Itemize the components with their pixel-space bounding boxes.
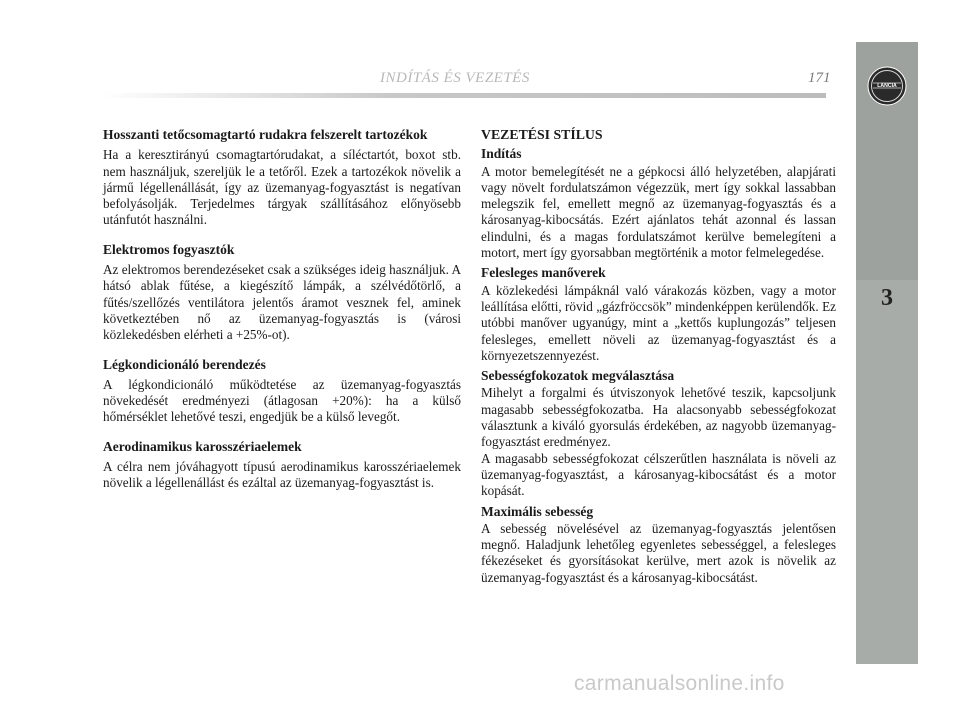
section-aerodynamic-elements: [103, 439, 461, 492]
section-text: Ha a keresztirányú csomagtartórudakat, a síléctartót, boxot stb. nem használjuk, szereljük le a tetőről. Ezek a tartozékok növelik a jármű légellenállását, így az üzemanyag-fogyasztást is negatívan befolyásolják. Terjedelmes tárgyak szállításához előnyösebb utánfutót használni.: [103, 147, 461, 228]
page-number: 171: [808, 70, 831, 86]
section-text: A motor bemelegítését ne a gépkocsi álló helyzetében, alapjárati vagy növelt fordulatszámon végezzük, mert így sokkal lassabban melegszik fel, emellett megnő az üzemanyag-fogyasztás és a károsanyag-kibocsátás. Ezért ajánlatos tehát azonnal és lassan elindulni, és a magas fordulatszámot kerülve bemelegíteni a motort, mert így gyorsabban megtörténik a motor felmelegedése.: [481, 163, 836, 261]
section-gear-selection: [481, 368, 836, 499]
section-heading: Hosszanti tetőcsomagtartó rudakra felszerelt tartozékok: [103, 127, 428, 142]
right-column: [481, 127, 836, 590]
lancia-logo-icon: [867, 66, 907, 106]
section-heading: Sebességfokozatok megválasztása: [481, 368, 675, 384]
section-starting: [481, 146, 836, 261]
logo-text: LANCIA: [877, 83, 897, 89]
section-unnecessary-manoeuvres: [481, 265, 836, 364]
section-text: A sebesség növelésével az üzemanyag-fogyasztás jelentősen megnő. Haladjunk lehetőleg egyenletes sebességgel, a felesleges fékezéseket és gyorsításokat kerülve, mert azok is növelik az üzemanyag-fogyasztást és a károsanyag-kibocsátást.: [481, 520, 836, 585]
section-text: Az elektromos berendezéseket csak a szükséges ideig használjuk. A hátsó ablak fűtése, a kiegészítő lámpák, a szélvédőtörlő, a fűtés/szellőzés ventilátora jelentős áramot vesznek fel, aminek következtében nő az üzemanyag-fogyasztás is (városi közlekedésben elérheti a +25%-ot).: [103, 262, 461, 343]
section-heading: Légkondicionáló berendezés: [103, 356, 266, 372]
section-heading: Elektromos fogyasztók: [103, 241, 235, 257]
section-text: A célra nem jóváhagyott típusú aerodinamikus karosszériaelemek növelik a légellenállást és ezáltal az üzemanyag-fogyasztást is.: [103, 459, 461, 491]
header-divider: [102, 93, 826, 98]
section-heading: Indítás: [481, 146, 522, 162]
page-header-title: INDÍTÁS ÉS VEZETÉS: [380, 70, 530, 86]
section-text: A magasabb sebességfokozat célszerűtlen használata is növeli az üzemanyag-fogyasztást, a károsanyag-kibocsátást és a motor kopását.: [481, 450, 836, 499]
watermark: carmanualsonline.info: [574, 672, 785, 695]
section-heading: Aerodinamikus karosszériaelemek: [103, 438, 302, 454]
section-text: A légkondicionáló működtetése az üzemanyag-fogyasztás növekedését eredményezi (átlagosan +20%): ha a külső hőmérséklet lehetővé teszi, engedjük be a külső levegőt.: [103, 376, 461, 425]
section-electrical-consumers: [103, 242, 461, 344]
section-maximum-speed: [481, 504, 836, 586]
section-heading: Felesleges manőverek: [481, 265, 606, 281]
driving-style-title: VEZETÉSI STÍLUS: [481, 127, 603, 142]
section-air-conditioning: [103, 357, 461, 426]
section-roof-accessories: [103, 127, 461, 229]
section-heading: Maximális sebesség: [481, 503, 594, 519]
left-column: [103, 127, 461, 505]
chapter-number: 3: [881, 285, 893, 311]
section-text: A közlekedési lámpáknál való várakozás közben, vagy a motor leállítása előtti, rövid „gázfröccsök” mindenképpen kerülendők. Ez utóbbi manőver ugyanúgy, mint a „kettős kuplungozás” teljesen felesleges, emellett növeli az üzemanyag-fogyasztást és a környezetszennyezést.: [481, 282, 836, 363]
section-text: Mihelyt a forgalmi és útviszonyok lehetővé teszik, kapcsoljunk magasabb sebességfokozatba. Ha alacsonyabb sebességfokozat választunk a kiváló gyorsulás érdekében, az nagyobb üzemanyag-fogyasztást eredményez.: [481, 385, 836, 450]
